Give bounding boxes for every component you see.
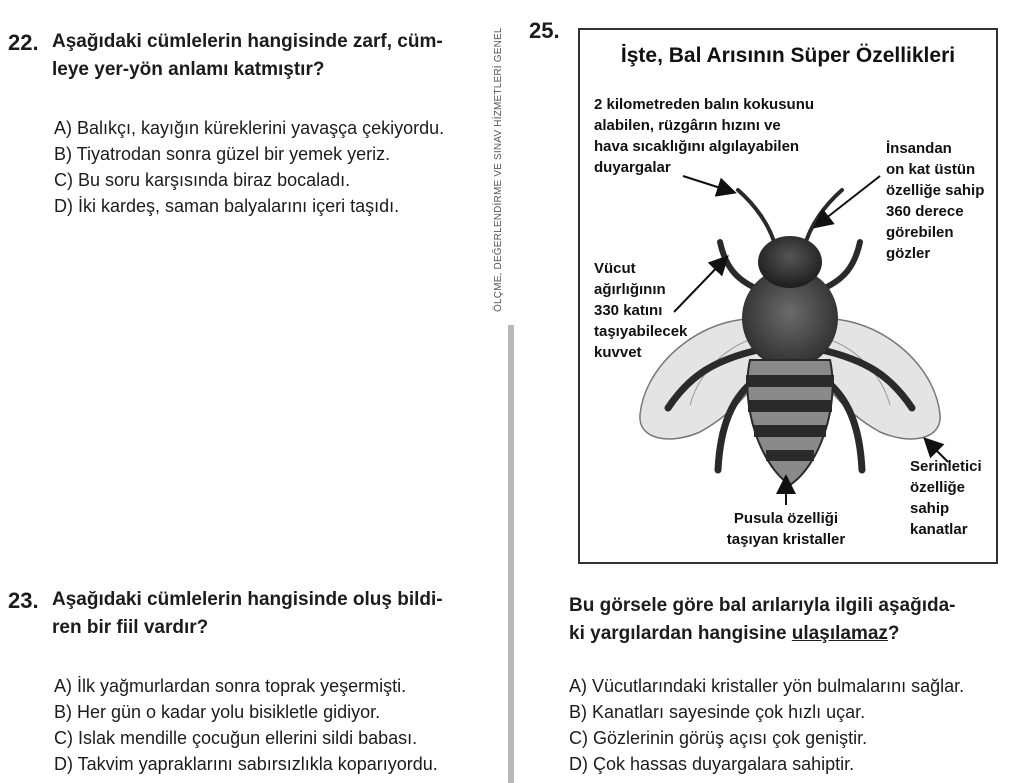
question-stem-line2: leye yer-yön anlamı katmıştır? xyxy=(52,59,325,80)
column-divider xyxy=(508,325,514,783)
label-antenna: 2 kilometreden balın kokusunu alabilen, rüzgârın hızını ve hava sıcaklığını algılayabilen duyargalar xyxy=(594,96,815,176)
label-strength: Vücut ağırlığının 330 katını taşıyabilecek kuvvet xyxy=(594,260,688,361)
option-a[interactable]: A) İlk yağmurlardan sonra toprak yeşermişti. xyxy=(54,676,407,696)
question-stem-line1: Bu görsele göre bal arılarıyla ilgili aşağıda- xyxy=(569,595,956,616)
option-d[interactable]: D) Çok hassas duyargalara sahiptir. xyxy=(569,754,855,774)
option-c[interactable]: C) Bu soru karşısında biraz bocaladı. xyxy=(54,170,351,190)
question-stem-line2: ki yargılardan hangisine ulaşılamaz? xyxy=(569,623,900,644)
question-stem-line2: ren bir fiil vardır? xyxy=(52,617,209,638)
side-note: ÖLÇME, DEĞERLENDİRME VE SINAV HİZMETLERİ GENEL xyxy=(493,27,504,312)
option-d[interactable]: D) İki kardeş, saman balyalarını içeri taşıdı. xyxy=(54,196,400,216)
question-number: 22. xyxy=(8,30,39,55)
label-crystals: Pusula özelliği taşıyan kristaller xyxy=(726,510,846,548)
label-wings: Serinletici özelliğe sahip kanatlar xyxy=(910,458,982,538)
underlined-keyword: ulaşılamaz xyxy=(791,623,888,644)
question-number: 23. xyxy=(8,588,39,613)
question-stem-line1: Aşağıdaki cümlelerin hangisinde oluş bildi- xyxy=(52,589,443,610)
question-stem-line1: Aşağıdaki cümlelerin hangisinde zarf, cüm- xyxy=(52,31,443,52)
option-b[interactable]: B) Her gün o kadar yolu bisikletle gidiyor. xyxy=(54,702,381,722)
option-c[interactable]: C) Gözlerinin görüş açısı çok geniştir. xyxy=(569,728,868,748)
question-number: 25. xyxy=(529,18,560,43)
option-a[interactable]: A) Vücutlarındaki kristaller yön bulmalarını sağlar. xyxy=(569,676,965,696)
option-c[interactable]: C) Islak mendille çocuğun ellerini sildi babası. xyxy=(54,728,418,748)
option-b[interactable]: B) Tiyatrodan sonra güzel bir yemek yeriz. xyxy=(54,144,391,164)
option-b[interactable]: B) Kanatları sayesinde çok hızlı uçar. xyxy=(569,702,866,722)
figure-title: İşte, Bal Arısının Süper Özellikleri xyxy=(620,44,956,67)
label-eyes: İnsandan on kat üstün özelliğe sahip 360 derece görebilen gözler xyxy=(886,140,985,262)
option-d[interactable]: D) Takvim yapraklarını sabırsızlıkla koparıyordu. xyxy=(54,754,438,774)
bee-figure xyxy=(578,28,998,564)
option-a[interactable]: A) Balıkçı, kayığın küreklerini yavaşça çekiyordu. xyxy=(54,118,445,138)
